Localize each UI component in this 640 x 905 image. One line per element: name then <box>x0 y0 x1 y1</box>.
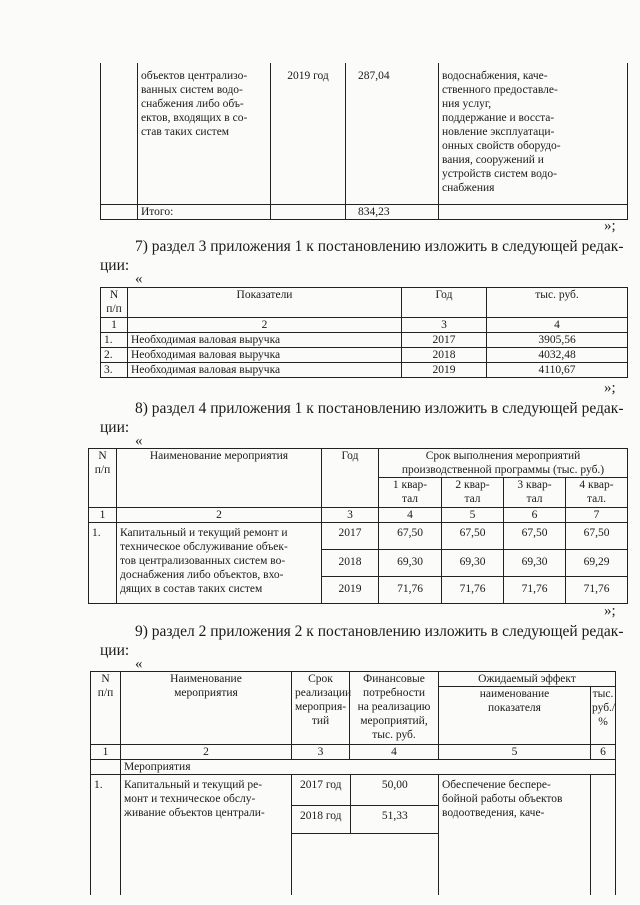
close-quote-3: »; <box>604 603 616 619</box>
indicators-colnum: 3 <box>402 318 487 333</box>
measures-header-effect: Ожидаемый эффект <box>439 672 616 687</box>
schedule-value: 67,50 <box>442 523 504 550</box>
measures-table <box>90 671 616 895</box>
schedule-header-q4: 4 квар- тал. <box>566 478 628 508</box>
measures-header-finance: Финансовые потребности на реализацию мероприятий, тыс. руб. <box>350 672 439 745</box>
table-row <box>101 348 628 363</box>
indicators-header-num: N п/п <box>101 288 128 318</box>
table-row <box>91 775 616 895</box>
top-table-name-cell: объектов централизо- ванных систем водо- снабжения либо объ- ектов, входящих в со- став таких систем <box>138 63 271 204</box>
measures-row-unit <box>591 775 616 895</box>
paragraph-9: 9) раздел 2 приложения 2 к постановлению изложить в следующей редак- <box>135 623 624 640</box>
measures-term-subtable <box>292 775 439 834</box>
schedule-colnum: 5 <box>442 508 504 523</box>
indicators-row-value: 4032,48 <box>487 348 628 363</box>
indicators-row-year: 2019 <box>402 363 487 378</box>
open-quote-3: « <box>135 656 143 672</box>
indicators-row-name: Необходимая валовая выручка <box>128 348 402 363</box>
schedule-value: 69,30 <box>442 550 504 577</box>
measures-colnum: 2 <box>121 745 292 760</box>
measures-header-term: Срок реализации мероприя- тий <box>292 672 350 745</box>
schedule-value: 67,50 <box>566 523 628 550</box>
open-quote-1: « <box>135 271 143 287</box>
schedule-year: 2018 <box>322 550 379 577</box>
measures-colnum: 3 <box>292 745 350 760</box>
measures-row-num: 1. <box>91 775 121 895</box>
measures-row-name: Капитальный и текущий ре- монт и техническое обслу- живание объектов централи- <box>121 775 292 895</box>
schedule-value: 67,50 <box>504 523 566 550</box>
schedule-value: 71,76 <box>566 577 628 604</box>
schedule-value: 71,76 <box>379 577 442 604</box>
schedule-value: 67,50 <box>379 523 442 550</box>
indicators-row-year: 2017 <box>402 333 487 348</box>
schedule-colnum: 6 <box>504 508 566 523</box>
top-table-total-year <box>271 204 346 219</box>
indicators-colnum: 1 <box>101 318 128 333</box>
schedule-year: 2019 <box>322 577 379 604</box>
top-table-total-value: 834,23 <box>346 204 439 219</box>
measures-header-effect-name: наименование показателя <box>439 687 591 745</box>
schedule-value: 69,30 <box>379 550 442 577</box>
schedule-header-q1: 1 квар- тал <box>379 478 442 508</box>
schedule-header-num: N п/п <box>89 449 117 508</box>
schedule-colnum: 1 <box>89 508 117 523</box>
schedule-value: 69,30 <box>504 550 566 577</box>
measures-section-num <box>91 760 121 775</box>
indicators-row-value: 4110,67 <box>487 363 628 378</box>
indicators-row-value: 3905,56 <box>487 333 628 348</box>
measures-term-value: 50,00 <box>350 775 439 805</box>
paragraph-8: 8) раздел 4 приложения 1 к постановлению изложить в следующей редак- <box>135 400 624 417</box>
measures-header-name: Наименование мероприятия <box>121 672 292 745</box>
indicators-table <box>100 287 628 378</box>
schedule-row-num: 1. <box>89 523 117 604</box>
indicators-row-num: 1. <box>101 333 128 348</box>
top-table-value-cell: 287,04 <box>346 63 439 204</box>
schedule-header-period: Срок выполнения мероприятий производственной программы (тыс. руб.) <box>379 449 628 478</box>
measures-header-effect-unit: тыс. руб./ % <box>591 687 616 745</box>
top-table-total-effect <box>439 204 628 219</box>
top-table-num-cell <box>101 63 138 204</box>
table-row <box>101 333 628 348</box>
top-table <box>100 63 628 220</box>
measures-header-num: N п/п <box>91 672 121 745</box>
schedule-header-name: Наименование мероприятия <box>117 449 322 508</box>
close-quote-1: »; <box>604 218 616 234</box>
paragraph-9-cont: ции: <box>100 642 130 659</box>
measures-term-block <box>292 775 439 895</box>
indicators-header-name: Показатели <box>128 288 402 318</box>
open-quote-2: « <box>135 433 143 449</box>
schedule-row-name: Капитальный и текущий ремонт и техническое обслуживание объек- тов централизованных систем во- доснабжения либо объектов, вхо- дящих в состав таких систем <box>117 523 322 604</box>
paragraph-8-cont: ции: <box>100 419 130 436</box>
indicators-row-name: Необходимая валовая выручка <box>128 333 402 348</box>
indicators-row-name: Необходимая валовая выручка <box>128 363 402 378</box>
schedule-colnum: 7 <box>566 508 628 523</box>
schedule-year: 2017 <box>322 523 379 550</box>
schedule-header-year: Год <box>322 449 379 508</box>
schedule-value: 71,76 <box>442 577 504 604</box>
top-table-total-num <box>101 204 138 219</box>
schedule-colnum: 4 <box>379 508 442 523</box>
indicators-header-value: тыс. руб. <box>487 288 628 318</box>
paragraph-7-cont: ции: <box>100 257 130 274</box>
paragraph-7: 7) раздел 3 приложения 1 к постановлению изложить в следующей редак- <box>135 238 624 255</box>
schedule-header-q3: 3 квар- тал <box>504 478 566 508</box>
measures-term-year: 2018 год <box>292 805 350 833</box>
schedule-value: 71,76 <box>504 577 566 604</box>
table-row <box>101 363 628 378</box>
measures-colnum: 4 <box>350 745 439 760</box>
indicators-row-year: 2018 <box>402 348 487 363</box>
top-table-year-cell: 2019 год <box>271 63 346 204</box>
indicators-row-num: 3. <box>101 363 128 378</box>
measures-term-value: 51,33 <box>350 805 439 833</box>
measures-row-effect: Обеспечение беспере- бойной работы объектов водоотведения, каче- <box>439 775 591 895</box>
schedule-colnum: 3 <box>322 508 379 523</box>
measures-colnum: 6 <box>591 745 616 760</box>
top-table-total-label: Итого: <box>138 204 271 219</box>
schedule-header-q2: 2 квар- тал <box>442 478 504 508</box>
measures-colnum: 5 <box>439 745 591 760</box>
top-table-effect-cell: водоснабжения, каче- ственного предоставле- ния услуг, поддержание и восста- новление эксплуатаци- онных свойств оборудо- вания, сооружений и устройств систем водо- снабжения <box>439 63 628 204</box>
indicators-colnum: 4 <box>487 318 628 333</box>
program-schedule-table <box>88 448 628 604</box>
indicators-header-year: Год <box>402 288 487 318</box>
table-row <box>89 523 628 550</box>
indicators-row-num: 2. <box>101 348 128 363</box>
schedule-colnum: 2 <box>117 508 322 523</box>
close-quote-2: »; <box>604 380 616 396</box>
measures-section-title: Мероприятия <box>121 760 616 775</box>
measures-term-year: 2017 год <box>292 775 350 805</box>
schedule-value: 69,29 <box>566 550 628 577</box>
measures-colnum: 1 <box>91 745 121 760</box>
indicators-colnum: 2 <box>128 318 402 333</box>
